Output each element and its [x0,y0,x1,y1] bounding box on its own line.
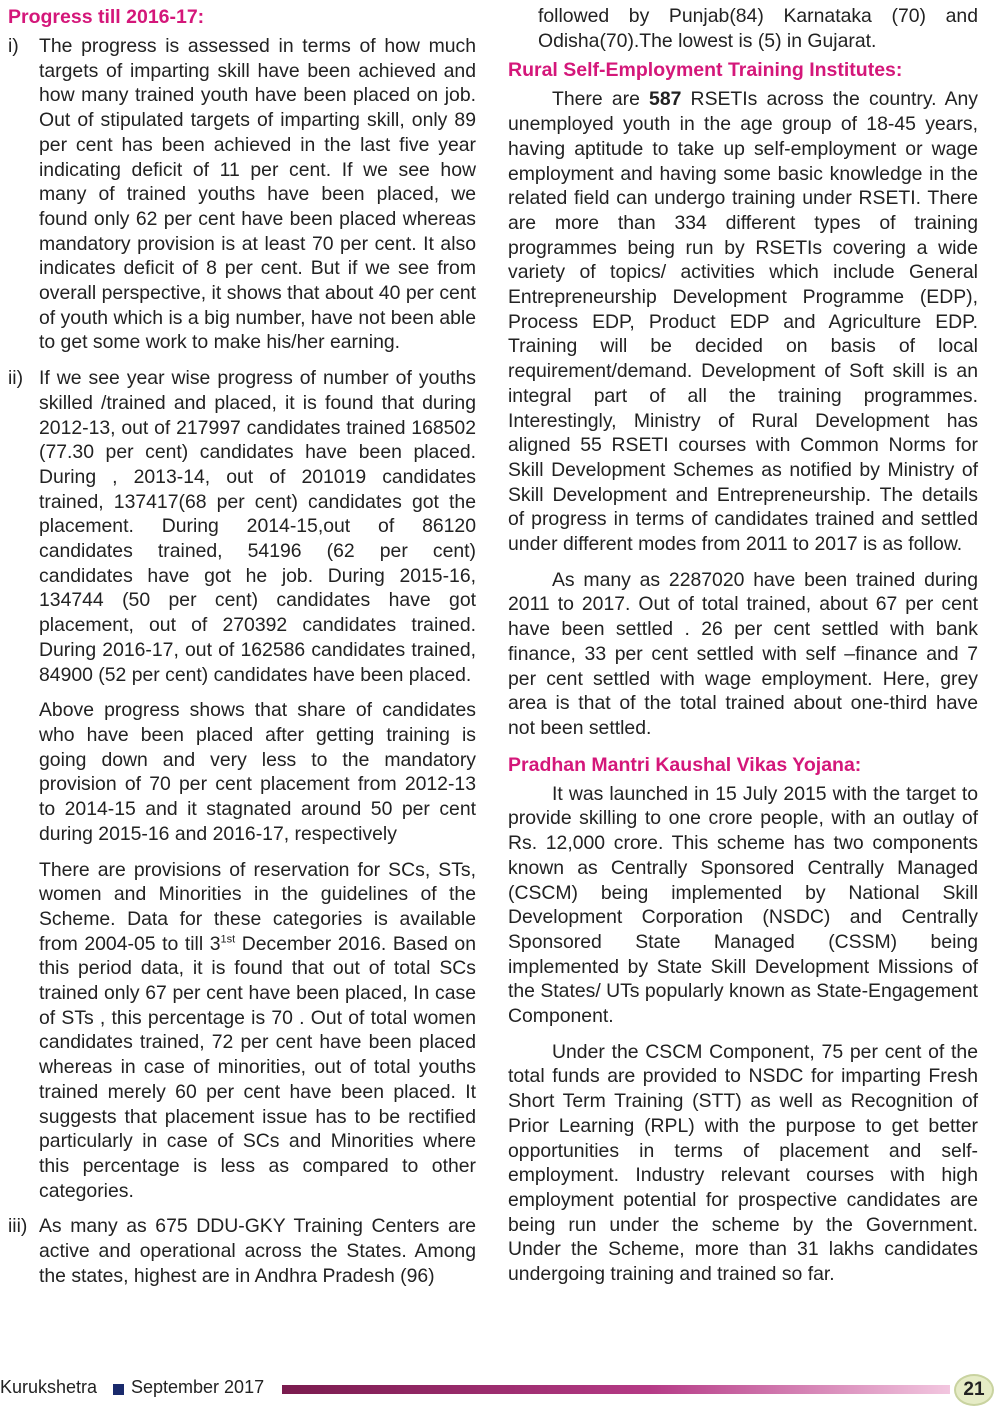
section-heading-pmkvy: Pradhan Mantri Kaushal Vikas Yojana: [508,753,862,776]
list-number: i) [8,35,19,57]
continued-text: followed by Punjab(84) Karnataka (70) and Odisha(70).The lowest is (5) in Gujarat. [538,5,978,52]
issue-date: September 2017 [131,1377,265,1397]
paragraph-text-a: There are provisions of reservation for SCs, STs, women and Minorities in the guidelines of the Scheme. Data for these categories is available from 2004-05 to till 3 [39,858,476,955]
section-heading-rseti: Rural Self-Employment Training Institutes: [508,59,903,82]
list-number: ii) [8,367,24,390]
paragraph-rseti-intro [508,87,978,556]
paragraph-text-b: December 2016. Based on this period data, it is found that out of total SCs trained only 67 per cent have been placed, In case of STs , this percentage is 70 . Out of total women candidates trained, 72 per cent have been placed whereas in case of minorities, out of total youths trained merely 60 per cent have been placed. It suggests that placement issue has to be rectified particularly in case of SCs and Minorities where this percentage is less as compared to other categories. [39,932,476,1202]
list-item-2 [8,366,476,687]
decorative-bar [282,1385,950,1394]
paragraph-pmkvy-launch: It was launched in 15 July 2015 with the target to provide skilling to one crore people, with an outlay of Rs. 12,000 crore. This scheme has two components known as Centrally Sponsored Centrally Managed (CSCM) being implemented by National Skill Development Corporation (NSDC) and Centrally Sponsored State Managed (CSSM) being implemented by State Skill Development Missions of the States/ UTs popularly known as State-Engagement Component. [508,782,978,1028]
page-footer [0,1376,1000,1401]
paragraph-placement-trend: Above progress shows that share of candidates who have been placed after getting training is going down and very less to the mandatory provision of 70 per cent placement from 2012-13 to 2014-15 and it stagnated around 50 per cent during 2015-16 and 2016-17, respectively [39,699,476,845]
separator-square-icon [113,1384,124,1395]
paragraph-pmkvy-cscm: Under the CSCM Component, 75 per cent of the total funds are provided to NSDC for imparting Fresh Short Term Training (STT) as well as Recognition of Prior Learning (RPL) with the purpose to get better opportunities in terms of placement and self-employment. Industry relevant courses with high employment potential for prospective candidates are being run under the scheme by the Government. Under the Scheme, more than 31 lakhs candidates undergoing training and trained so far. [508,1040,978,1286]
left-column [8,4,476,1299]
list-item-3 [8,1214,476,1288]
superscript-ordinal: 1st [220,933,236,946]
section-heading-progress: Progress till 2016-17: [8,6,205,28]
right-column [508,4,978,1298]
magazine-name: Kurukshetra [0,1377,98,1397]
paragraph-reservation [8,858,476,1204]
list-text: As many as 675 DDU-GKY Training Centers are active and operational across the States. Among the states, highest are in Andhra Pradesh (96) [39,1215,476,1287]
list-item-1 [8,34,476,355]
paragraph-text-b: RSETIs across the country. Any unemployed youth in the age group of 18-45 years, having aptitude to take up self-employment or wage employment and having some basic knowledge in the related field can undergo training under RSETI. There are more than 334 different types of training programmes being run by RSETIs covering a wide variety of topics/ activities which include General Entrepreneurship Development Programme (EDP), Process EDP, Product EDP and Agriculture EDP. Training will be decided on basis of local requirement/demand. Development of Soft skill is an integral part of all the training programmes. Interestingly, Ministry of Rural Development has aligned 55 RSETI courses with Common Norms for Skill Development Schemes as notified by Ministry of Skill Development and Entrepreneurship. The details of progress in terms of candidates trained and settled under different modes from 2011 to 2017 is as follow. [508,88,978,556]
paragraph-rseti-progress: As many as 2287020 have been trained during 2011 to 2017. Out of total trained, about 67 per cent have been settled . 26 per cent settled with bank finance, 33 per cent settled with self –finance and 7 per cent settled with wage employment. Here, grey area is that of the total trained about one-third have not been settled. [508,568,978,739]
paragraph-text-a: There are [552,88,650,111]
list-text: If we see year wise progress of number of youths skilled /trained and placed, it is found that during 2012-13, out of 217997 candidates trained 168502 (77.30 per cent) candidates have been placed. During , 2013-14, out of 201019 candidates trained, 137417(68 per cent) candidates got the placement. During 2014-15,out of 86120 candidates trained, 54196 (62 per cent) candidates have got he job. During 2015-16, 134744 (50 per cent) candidates have got placement, out of 270392 candidates trained. During 2016-17, out of 162586 candidates trained, 84900 (52 per cent) candidates have been placed. [39,367,476,686]
rseti-count: 587 [649,88,682,111]
list-number: iii) [8,1215,28,1238]
list-text: The progress is assessed in terms of how much targets of imparting skill have been achieved and how many trained youth have been placed on job. Out of stipulated targets of imparting skill, only 89 per cent has been achieved in the last five year indicating deficit of 11 per cent. If we see how many of trained youths have been placed, we found only 62 per cent have been placed whereas mandatory provision is at least 70 per cent. It also indicates deficit of 8 per cent. But if we see from overall perspective, it shows that about 40 per cent of youth which is a big number, have not been able to get some work to make his/her earning. [39,35,476,354]
page-number: 21 [954,1374,994,1406]
